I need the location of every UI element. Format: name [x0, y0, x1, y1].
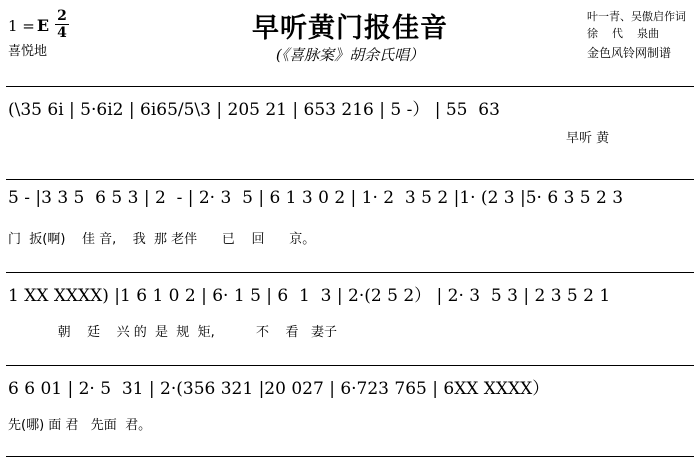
- lyrics-line-3: 朝 廷 兴 的 是 规 矩, 不 看 妻子: [8, 325, 337, 340]
- score-system-3: [6, 272, 694, 365]
- score-system-1: [6, 86, 694, 179]
- key-prefix: 1 =: [8, 16, 35, 35]
- score-header: [0, 0, 700, 86]
- credit-lyricists: 叶一青、吴傲启作词: [587, 10, 686, 23]
- notation-line-1: (\35 6i | 5·6i2 | 6i65/5\3 | 205 21 | 653 216 | 5 -） | 55 63: [8, 100, 500, 120]
- bottom-rule: [6, 456, 694, 457]
- lyrics-line-4: 先(哪) 面 君 先面 君。: [8, 418, 152, 433]
- lyrics-line-1: 早听 黄: [566, 131, 610, 146]
- notation-line-2: 5 - |3 3 5 6 5 3 | 2 - | 2· 3 5 | 6 1 3 0 2 | 1· 2 3 5 2 |1· (2 3 |5· 6 3 5 2 3: [8, 188, 624, 208]
- page-subtitle: (《喜脉案》胡余氏唱）: [275, 46, 425, 64]
- credit-composer: 徐 代 泉曲: [587, 27, 659, 41]
- score-system-2: [6, 179, 694, 272]
- key-letter: E: [36, 16, 50, 35]
- page-title: 早听黄门报佳音: [252, 13, 448, 44]
- time-signature-numerator: 2: [57, 8, 67, 24]
- credits-block: [587, 8, 686, 63]
- tempo-mood-marking: 喜悦地: [8, 44, 48, 59]
- notation-line-4: 6 6 01 | 2· 5 31 | 2·(356 321 |20 027 | 6·723 765 | 6XX XXXX）: [8, 379, 550, 399]
- lyrics-line-2: 门 扳(啊) 佳 音, 我 那 老伴 已 回 京。: [8, 232, 316, 247]
- score-system-4: [6, 365, 694, 458]
- credit-publisher: 金色风铃网制谱: [587, 46, 672, 61]
- notation-line-3: 1 XX XXXX) |1 6 1 0 2 | 6· 1 5 | 6 1 3 | 2·(2 5 2） | 2· 3 5 3 | 2 3 5 2 1: [8, 286, 611, 306]
- time-signature-denominator: 4: [57, 25, 67, 41]
